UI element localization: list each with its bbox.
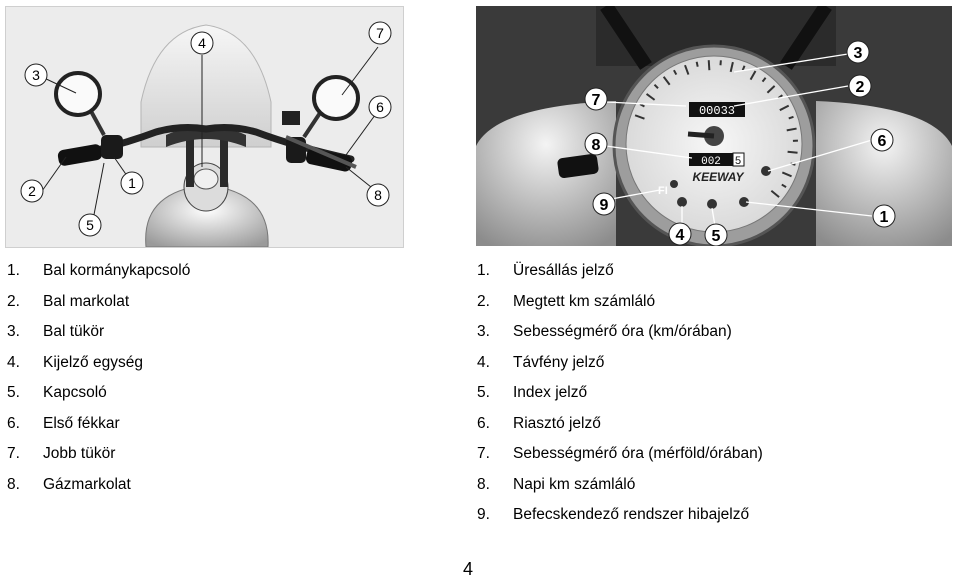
item-text: Gázmarkolat <box>43 476 131 493</box>
callout-3 <box>25 64 47 86</box>
item-number: 1. <box>7 256 43 287</box>
speedometer-figure <box>476 6 952 246</box>
callout-8 <box>585 133 607 155</box>
gauge-parts-list <box>477 256 763 531</box>
callout-3-label: 3 <box>854 45 863 62</box>
item-number: 5. <box>477 378 513 409</box>
callout-1-label: 1 <box>128 175 136 191</box>
item-text: Napi km számláló <box>513 476 635 493</box>
item-text: Megtett km számláló <box>513 293 655 310</box>
list-item <box>7 409 190 440</box>
fi-label: FI <box>658 185 668 197</box>
dial-tick <box>788 152 798 153</box>
item-text: Riasztó jelző <box>513 415 601 432</box>
list-item <box>477 287 763 318</box>
item-text: Jobb tükör <box>43 445 115 462</box>
item-number: 8. <box>7 470 43 501</box>
speedometer-illustration <box>476 6 952 246</box>
list-item <box>7 287 190 318</box>
callout-9-label: 9 <box>600 197 609 214</box>
handlebar-illustration <box>6 7 403 247</box>
callout-1 <box>873 205 895 227</box>
callout-7 <box>369 22 391 44</box>
callout-8-label: 8 <box>592 137 601 154</box>
odometer-value: 00033 <box>699 104 735 118</box>
list-item <box>7 348 190 379</box>
callout-6 <box>871 129 893 151</box>
item-number: 5. <box>7 378 43 409</box>
callout-9 <box>593 193 615 215</box>
list-item <box>477 409 763 440</box>
callout-5 <box>79 214 101 236</box>
list-item <box>7 256 190 287</box>
turn-indicator-lamp <box>707 199 717 209</box>
callout-1 <box>121 172 143 194</box>
callout-2-label: 2 <box>856 79 865 96</box>
item-text: Bal markolat <box>43 293 129 310</box>
callout-3-label: 3 <box>32 67 40 83</box>
item-number: 2. <box>477 287 513 318</box>
left-switch <box>101 135 123 159</box>
item-number: 6. <box>7 409 43 440</box>
speed-needle <box>688 134 714 136</box>
callout-8-label: 8 <box>374 187 382 203</box>
item-text: Sebességmérő óra (km/órában) <box>513 323 732 340</box>
handlebar-figure <box>5 6 404 248</box>
callout-7-label: 7 <box>592 92 601 109</box>
item-number: 4. <box>477 348 513 379</box>
dial-tick <box>697 62 698 67</box>
page-number: 4 <box>0 559 936 580</box>
list-item <box>477 470 763 501</box>
callout-6-label: 6 <box>878 133 887 150</box>
item-number: 7. <box>477 439 513 470</box>
callout-5-label: 5 <box>86 217 94 233</box>
list-item <box>477 378 763 409</box>
high-beam-lamp <box>677 197 687 207</box>
list-item <box>477 317 763 348</box>
list-item <box>7 470 190 501</box>
item-number: 3. <box>7 317 43 348</box>
trip-value: 002 <box>701 156 721 168</box>
brand-logo: KEEWAY <box>692 170 744 184</box>
list-item <box>477 256 763 287</box>
callout-5 <box>705 224 727 246</box>
fi-lamp <box>670 180 678 188</box>
list-item <box>7 317 190 348</box>
item-text: Sebességmérő óra (mérföld/órában) <box>513 445 763 462</box>
item-text: Bal kormánykapcsoló <box>43 262 190 279</box>
dial-tick <box>709 60 710 70</box>
handlebar-parts-list <box>7 256 190 500</box>
callout-5-label: 5 <box>712 228 721 245</box>
callout-1-label: 1 <box>880 209 889 226</box>
callout-2-label: 2 <box>28 183 36 199</box>
item-number: 9. <box>477 500 513 531</box>
item-text: Bal tükör <box>43 323 104 340</box>
item-text: Kijelző egység <box>43 354 143 371</box>
list-item <box>7 378 190 409</box>
item-number: 7. <box>7 439 43 470</box>
item-text: Távfény jelző <box>513 354 604 371</box>
callout-7 <box>585 88 607 110</box>
trip-tenths: 5 <box>735 156 742 168</box>
item-number: 1. <box>477 256 513 287</box>
callout-4 <box>669 223 691 245</box>
item-number: 3. <box>477 317 513 348</box>
callout-2 <box>21 180 43 202</box>
list-item <box>477 348 763 379</box>
callout-4 <box>191 32 213 54</box>
item-text: Üresállás jelző <box>513 262 614 279</box>
item-number: 2. <box>7 287 43 318</box>
item-text: Index jelző <box>513 384 587 401</box>
callout-8 <box>367 184 389 206</box>
callout-2 <box>849 75 871 97</box>
item-text: Kapcsoló <box>43 384 107 401</box>
list-item <box>477 500 763 531</box>
callout-4-label: 4 <box>198 35 206 51</box>
callout-6 <box>369 96 391 118</box>
item-number: 6. <box>477 409 513 440</box>
list-item <box>7 439 190 470</box>
item-number: 8. <box>477 470 513 501</box>
callout-7-label: 7 <box>376 25 384 41</box>
callout-4-label: 4 <box>676 227 685 244</box>
left-mirror <box>56 73 100 115</box>
item-number: 4. <box>7 348 43 379</box>
callout-6-label: 6 <box>376 99 384 115</box>
item-text: Első fékkar <box>43 415 120 432</box>
item-text: Befecskendező rendszer hibajelző <box>513 506 749 523</box>
list-item <box>477 439 763 470</box>
callout-3 <box>847 41 869 63</box>
